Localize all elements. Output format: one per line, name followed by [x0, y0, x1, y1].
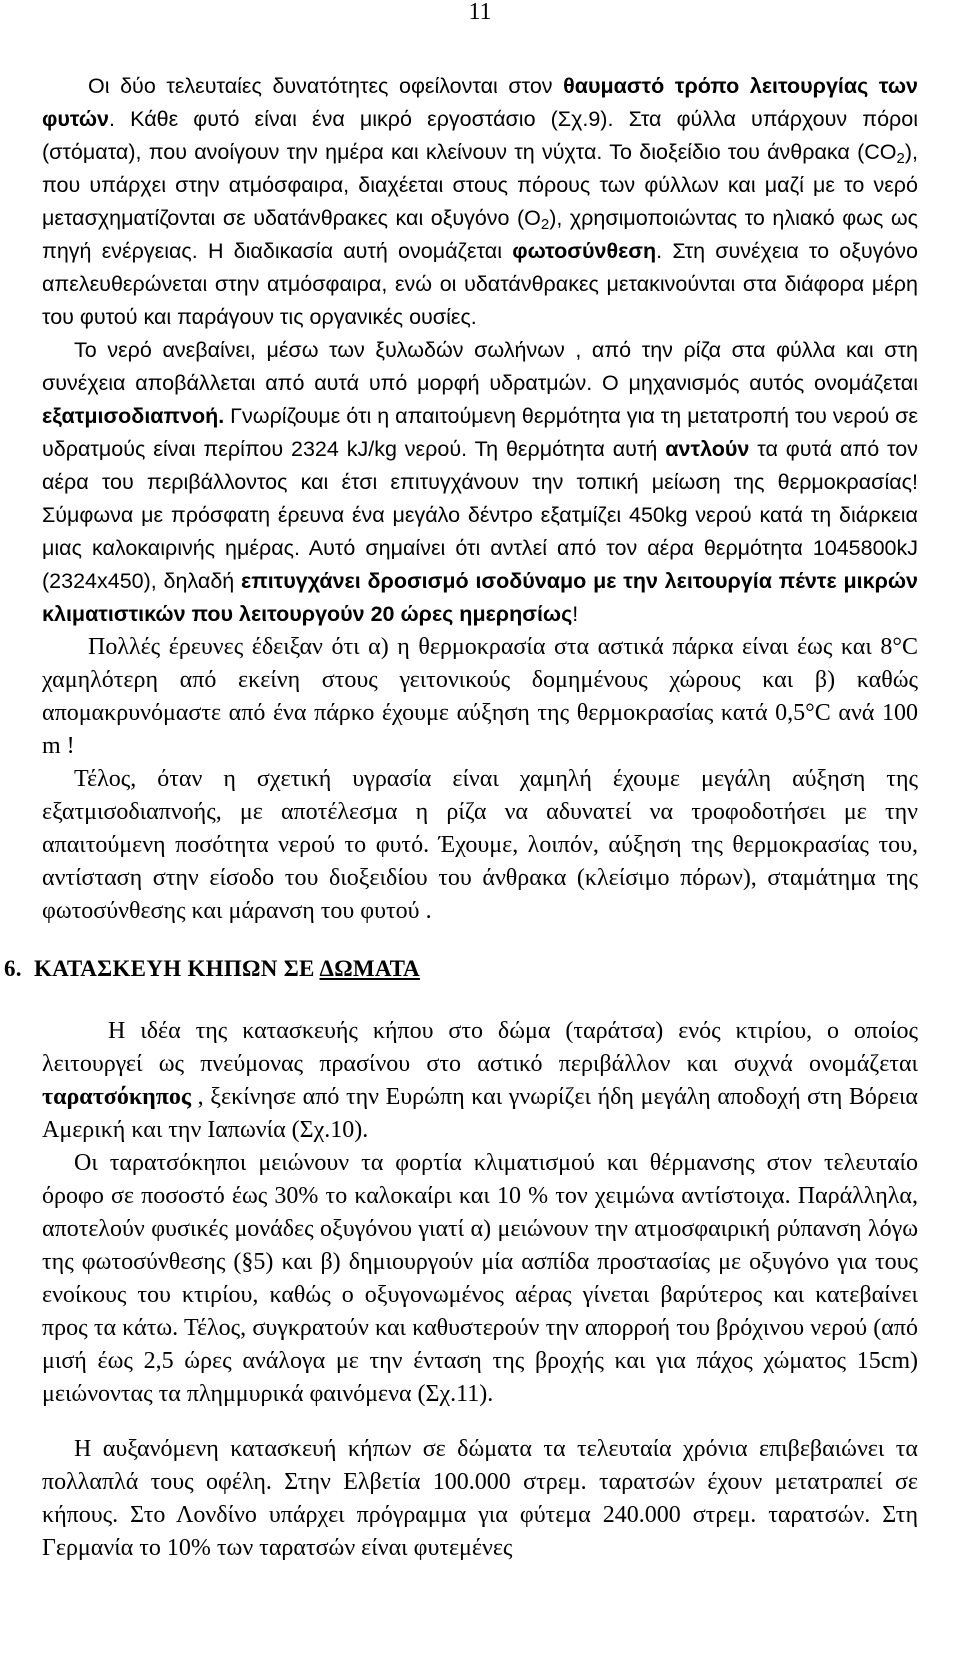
page-content	[4, 70, 919, 1565]
text-run: !	[572, 602, 579, 626]
bold-term: ταρατσόκηπος	[42, 1084, 192, 1110]
paragraph-humidity	[42, 763, 918, 928]
text-run: ), χρησιμοποιώντας το ηλιακό φως ως πηγή ενέργειας. Η διαδικασία αυτή ονομάζεται	[42, 206, 918, 263]
bold-phrase: επιτυγχάνει δροσισμό ισοδύναμο με την λειτουργία πέντε μικρών κλιματιστικών που λειτουργούν 20 ώρες ημερησίως	[42, 569, 918, 626]
text-run: ), που υπάρχει στην ατμόσφαιρα, διαχέεται στους πόρους των φύλλων και μαζί με το νερό μετασχηματίζονται σε υδατάνθρακες και οξυγόνο (O	[42, 140, 918, 230]
text-run: τα φυτά από τον αέρα του περιβάλλοντος και έτσι επιτυγχάνουν την τοπική μείωση της θερμοκρασίας! Σύμφωνα με πρόσφατη έρευνα ένα μεγάλο δέντρο εξατμίζει 450kg νερού κατά τη διάρκεια μιας καλοκαιρινής ημέρας. Αυτό σημαίνει ότι αντλεί από τον αέρα θερμότητα 1045800kJ (2324x450), δηλαδή	[42, 437, 919, 593]
text-run: Τέλος, όταν η σχετική υγρασία είναι χαμηλή έχουμε μεγάλη αύξηση της εξατμισοδιαπνοής, με αποτέλεσμα η ρίζα να αδυνατεί να τροφοδοτήσει με την απαιτούμενη ποσότητα νερού το φυτό. Έχουμε, λοιπόν, αύξηση της θερμοκρασίας του, αντίσταση στην είσοδο του διοξειδίου του άνθρακα (κλείσιμο πόρων), σταμάτημα της φωτοσύνθεσης και μάρανση του φυτού .	[42, 766, 918, 924]
text-run: Η αυξανόμενη κατασκευή κήπων σε δώματα τα τελευταία χρόνια επιβεβαιώνει τα πολλαπλά τους οφέλη. Στην Ελβετία 100.000 στρεμ. ταρατσών έχουν μετατραπεί σε κήπους. Στο Λονδίνο υπάρχει πρόγραμμα για φύτεμα 240.000 στρεμ. ταρατσών. Στη Γερμανία το 10% των ταρατσών είναι φυτεμένες	[42, 1436, 918, 1561]
subscript: 2	[540, 216, 550, 233]
subscript: 2	[896, 150, 905, 167]
text-run: Οι ταρατσόκηποι μειώνουν τα φορτία κλιματισμού και θέρμανσης στον τελευταίο όροφο σε ποσοστό έως 30% το καλοκαίρι και 10 % τον χειμώνα αντίστοιχα. Παράλληλα, αποτελούν φυσικές μονάδες οξυγόνου γιατί α) μειώνουν την ατμοσφαιρική ρύπανση λόγω της φωτοσύνθεσης (§5) και β) δημιουργούν μία ασπίδα προστασίας με οξυγόνο για τους ενοίκους του κτιρίου, καθώς ο οξυγονωμένος αέρας γίνεται βαρύτερος και κατεβαίνει προς τα κάτω. Τέλος, συγκρατούν και καθυστερούν την απορροή του βρόχινου νερού (από μισή έως 2,5 ώρες ανάλογα με την ένταση της βροχής και για πάχος χώματος 15cm) μειώνοντας τα πλημμυρικά φαινόμενα (Σχ.11).	[42, 1150, 918, 1407]
section-number: 6.	[4, 956, 22, 981]
page-number: 11	[468, 0, 492, 25]
text-run: . Στη συνέχεια το οξυγόνο απελευθερώνεται στην ατμόσφαιρα, ενώ οι υδατάνθρακες μετακινούνται στα διάφορα μέρη του φυτού και παράγουν τις οργανικές ουσίες.	[42, 239, 919, 329]
text-run: Η ιδέα της κατασκευής κήπου στο δώμα (ταράτσα) ενός κτιρίου, ο οποίος λειτουργεί ως πνεύμονας πρασίνου στο αστικό περιβάλλον και συχνά ονομάζεται	[42, 1018, 918, 1077]
text-run: Οι δύο τελευταίες δυνατότητες οφείλονται στον	[88, 74, 564, 98]
bold-term: εξατμισοδιαπνοή.	[42, 404, 225, 428]
paragraph-roof-garden-growth	[42, 1433, 918, 1565]
text-run: , ξεκίνησε από την Ευρώπη και γνωρίζει ήδη μεγάλη αποδοχή στη Βόρεια Αμερική και την Ιαπωνία (Σχ.10).	[42, 1084, 918, 1143]
section-heading	[4, 952, 918, 985]
paragraph-photosynthesis	[42, 70, 918, 334]
text-run: Γνωρίζουμε ότι η απαιτούμενη θερμότητα για τη μετατροπή του νερού σε υδρατμούς είναι περίπου 2324 kJ/kg νερού. Τη θερμότητα αυτή	[42, 404, 918, 461]
paragraph-park-temperature	[42, 631, 918, 763]
paragraph-roof-garden-benefits	[42, 1147, 918, 1411]
bold-term: φωτοσύνθεση	[512, 239, 657, 263]
bold-term: αντλούν	[665, 437, 750, 461]
paragraph-roof-garden-intro	[42, 1015, 918, 1147]
section-title-underlined: ΔΩΜΑΤΑ	[319, 956, 420, 981]
text-run: Το νερό ανεβαίνει, μέσω των ξυλωδών σωλήνων , από την ρίζα στα φύλλα και στη συνέχεια αποβάλλεται από αυτά υπό μορφή υδρατμών. Ο μηχανισμός αυτός ονομάζεται	[42, 338, 918, 395]
section-title: ΚΑΤΑΣΚΕΥΗ ΚΗΠΩΝ ΣΕ	[33, 956, 320, 981]
text-run: Πολλές έρευνες έδειξαν ότι α) η θερμοκρασία στα αστικά πάρκα είναι έως και 8°C χαμηλότερη από εκείνη στους γειτονικούς δομημένους χώρους και β) καθώς απομακρυνόμαστε από ένα πάρκο έχουμε αύξηση της θερμοκρασίας κατά 0,5°C ανά 100 m !	[42, 634, 918, 759]
bold-phrase: θαυμαστό τρόπο λειτουργίας των φυτών	[42, 74, 918, 131]
text-run: . Κάθε φυτό είναι ένα μικρό εργοστάσιο (Σχ.9). Στα φύλλα υπάρχουν πόροι (στόματα), που ανοίγουν την ημέρα και κλείνουν τη νύχτα. Το διοξείδιο του άνθρακα (CO	[42, 107, 918, 164]
paragraph-evapotranspiration	[42, 334, 918, 631]
